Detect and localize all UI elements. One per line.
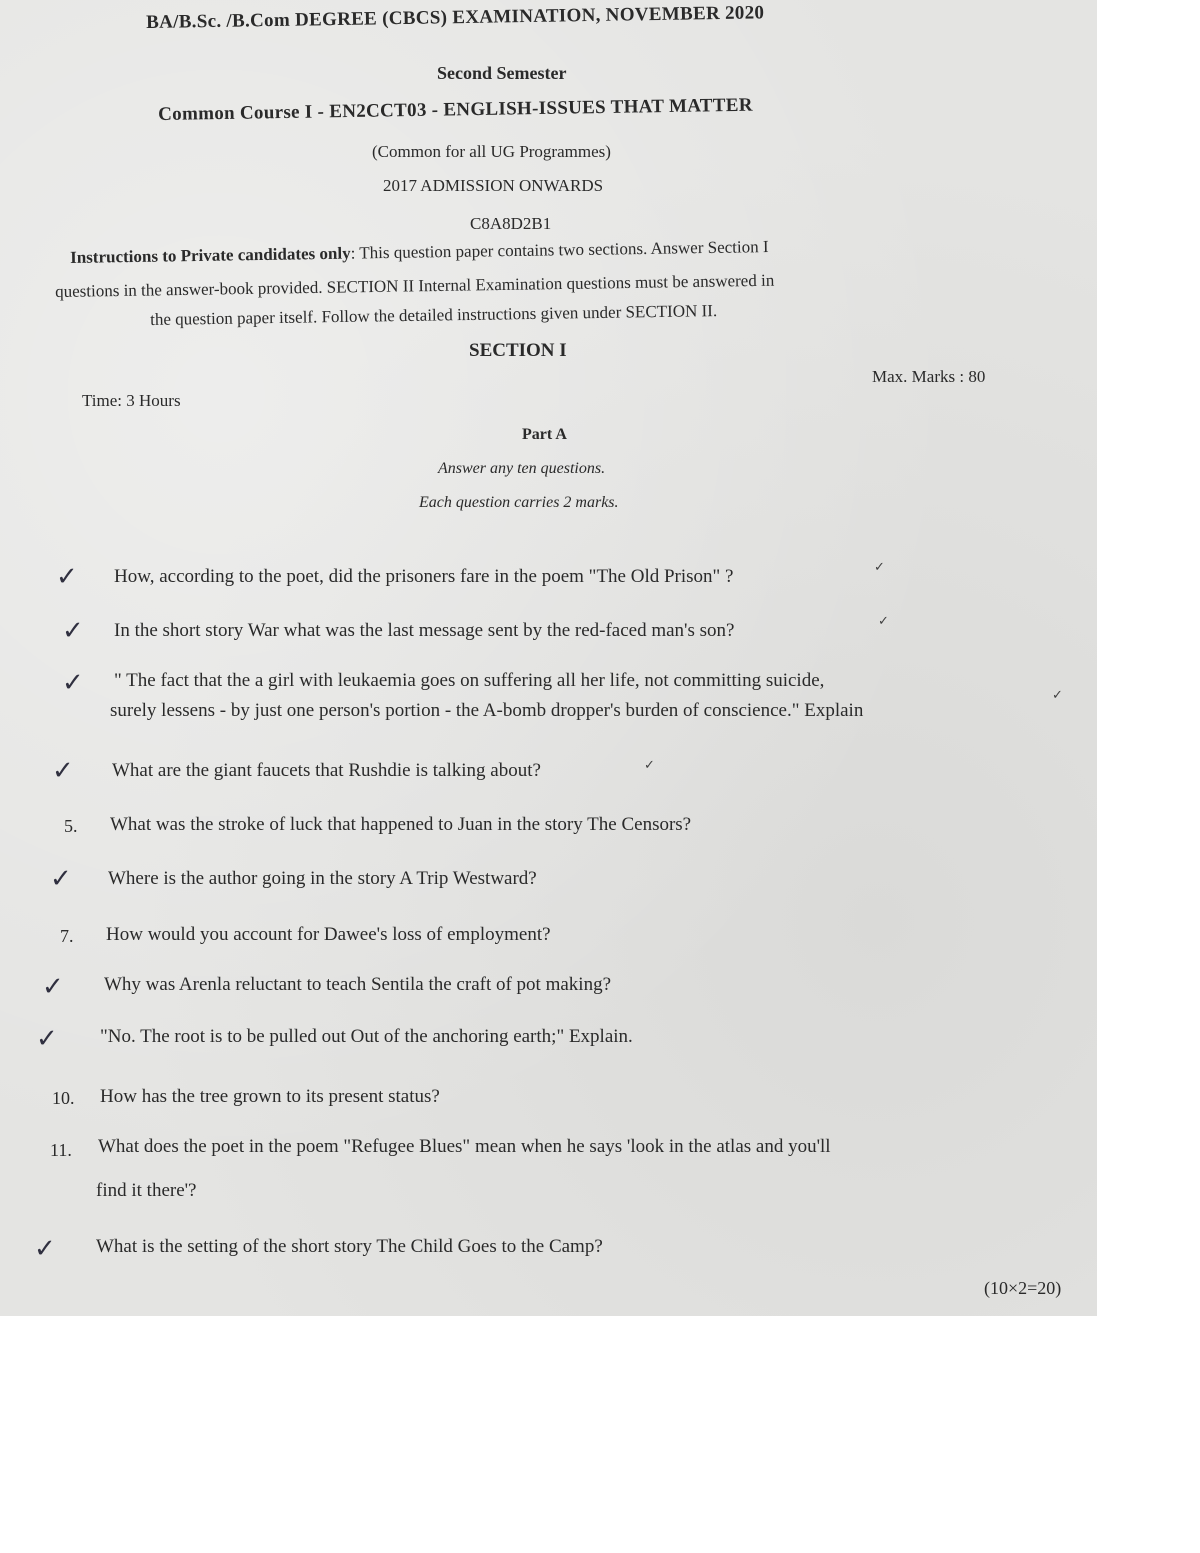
margin-tick-icon: ✓: [1052, 688, 1063, 703]
handwritten-tick-icon: ✓: [50, 864, 72, 894]
question-text: How would you account for Dawee's loss of employment?: [106, 924, 551, 945]
semester: Second Semester: [437, 63, 567, 83]
question-text: How has the tree grown to its present status?: [100, 1086, 440, 1107]
section-title: SECTION I: [469, 340, 567, 361]
handwritten-tick-icon: ✓: [52, 756, 74, 786]
instructions-line-2: questions in the answer-book provided. SECTION II Internal Examination questions must be answered in: [55, 270, 775, 301]
question-text: Where is the author going in the story A Trip Westward?: [108, 868, 537, 889]
question-text: "No. The root is to be pulled out Out of the anchoring earth;" Explain.: [100, 1026, 633, 1047]
handwritten-tick-icon: ✓: [34, 1234, 56, 1264]
part-instruction-1: Answer any ten questions.: [438, 460, 606, 477]
question-9: [0, 1024, 1097, 1064]
question-text: What is the setting of the short story The Child Goes to the Camp?: [96, 1236, 603, 1257]
question-number: 11.: [50, 1140, 72, 1160]
exam-title: BA/B.Sc. /B.Com DEGREE (CBCS) EXAMINATION, NOVEMBER 2020: [146, 2, 765, 33]
marks-total: (10×2=20): [984, 1278, 1062, 1298]
admission-note: 2017 ADMISSION ONWARDS: [383, 176, 604, 195]
question-number: 7.: [60, 926, 74, 946]
margin-tick-icon: ✓: [874, 560, 885, 575]
instructions-line-1: [70, 237, 769, 268]
question-text-cont: find it there'?: [96, 1180, 197, 1201]
question-12: [0, 1234, 1097, 1274]
question-7: [0, 922, 1097, 962]
course-title: Common Course I - EN2CCT03 - ENGLISH-ISSUES THAT MATTER: [158, 94, 753, 125]
margin-tick-icon: ✓: [878, 614, 889, 629]
question-6: [0, 866, 1097, 906]
question-5: [0, 812, 1097, 852]
question-1: [0, 560, 1097, 604]
question-text: How, according to the poet, did the prisoners fare in the poem "The Old Prison" ?: [114, 566, 734, 587]
handwritten-tick-icon: ✓: [62, 668, 84, 698]
part-title: Part A: [522, 426, 567, 443]
question-2: [0, 614, 1097, 658]
question-8: [0, 972, 1097, 1012]
question-11: [0, 1134, 1097, 1208]
question-text: " The fact that the a girl with leukaemia goes on suffering all her life, not committing suicide,: [114, 670, 825, 691]
question-text: What are the giant faucets that Rushdie is talking about?: [112, 760, 541, 781]
max-marks: Max. Marks : 80: [872, 367, 986, 386]
handwritten-tick-icon: ✓: [36, 1024, 58, 1054]
question-text: In the short story War what was the last message sent by the red-faced man's son?: [114, 620, 735, 641]
handwritten-tick-icon: ✓: [62, 616, 84, 646]
question-text-cont: surely lessens - by just one person's portion - the A-bomb dropper's burden of conscience." Explain: [110, 700, 864, 721]
question-text: Why was Arenla reluctant to teach Sentila the craft of pot making?: [104, 974, 612, 995]
question-4: [0, 758, 1097, 798]
question-10: [0, 1084, 1097, 1124]
margin-tick-icon: ✓: [644, 758, 655, 773]
handwritten-tick-icon: ✓: [42, 972, 64, 1002]
instructions-lead: Instructions to Private candidates only: [70, 243, 351, 267]
part-instruction-2: Each question carries 2 marks.: [419, 494, 619, 511]
question-number: 10.: [52, 1088, 75, 1108]
instructions-line-1-rest: : This question paper contains two sections. Answer Section I: [350, 237, 769, 263]
handwritten-tick-icon: ✓: [56, 562, 78, 592]
question-text: What does the poet in the poem "Refugee Blues" mean when he says 'look in the atlas and you'll: [98, 1136, 831, 1157]
paper-code: C8A8D2B1: [470, 214, 552, 233]
question-3: [0, 668, 1097, 742]
instructions-line-3: the question paper itself. Follow the detailed instructions given under SECTION II.: [150, 301, 718, 329]
common-note: (Common for all UG Programmes): [372, 142, 611, 161]
question-number: 5.: [64, 816, 78, 836]
time-allowed: Time: 3 Hours: [82, 391, 181, 410]
question-text: What was the stroke of luck that happened to Juan in the story The Censors?: [110, 814, 692, 835]
